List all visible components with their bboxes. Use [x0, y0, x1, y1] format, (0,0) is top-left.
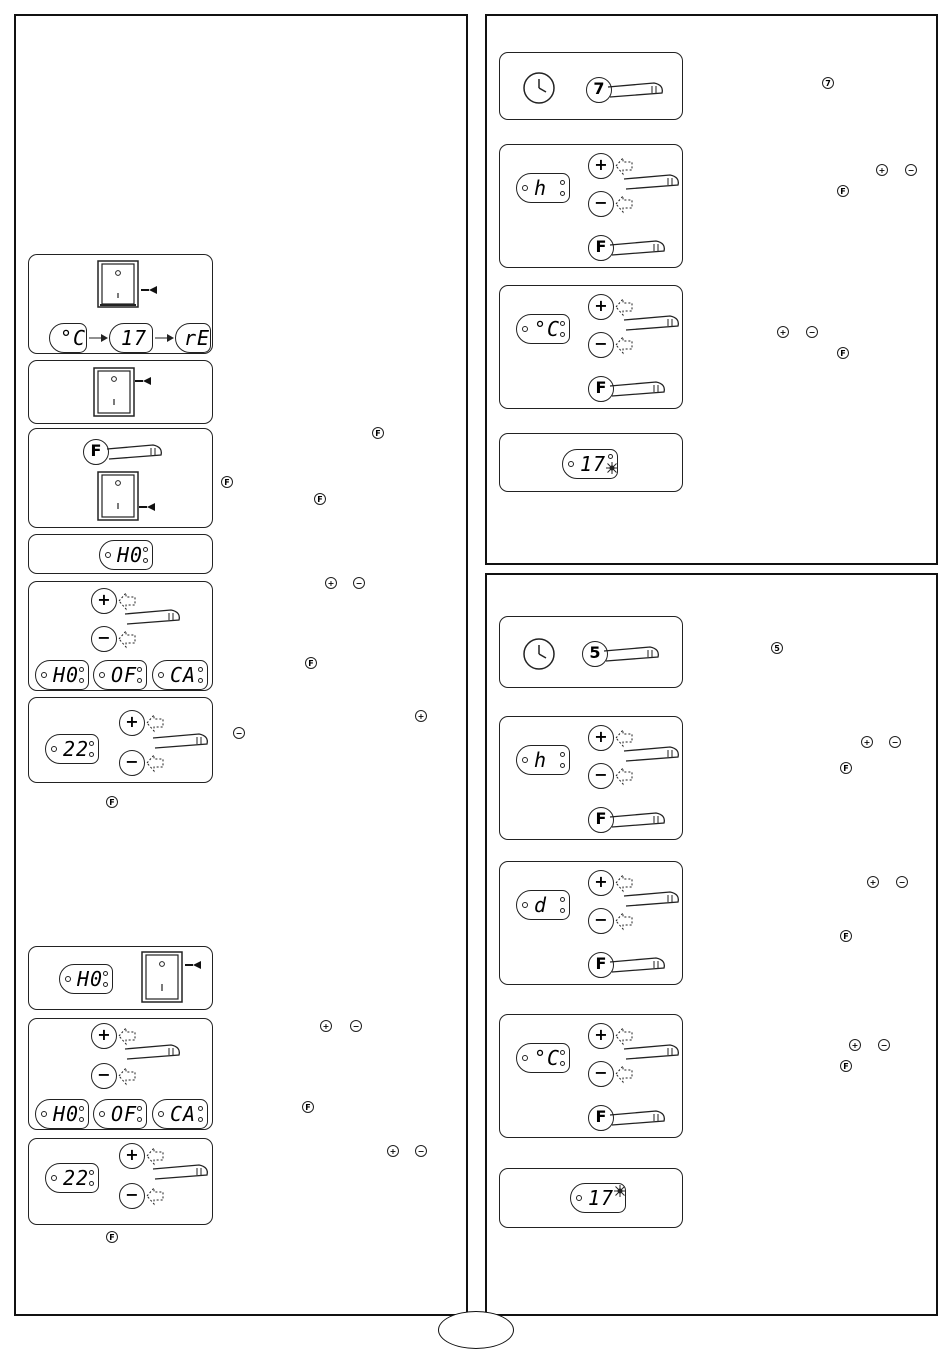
finger-icon: [624, 890, 684, 910]
rocker-switch-on-icon: [97, 260, 141, 310]
plus-symbol: +: [387, 1145, 399, 1157]
panel-day-set: [499, 861, 683, 985]
plus-button-label: +: [97, 590, 111, 609]
display-text: H0: [117, 543, 144, 567]
panel-celsius-set-2: [499, 1014, 683, 1138]
plus-symbol: +: [849, 1039, 861, 1051]
f-button-label: F: [595, 378, 607, 397]
five-symbol: 5: [771, 642, 783, 654]
minus-button[interactable]: [119, 750, 145, 776]
display-17: [109, 323, 153, 353]
display-text: 17: [580, 452, 607, 476]
plus-symbol: +: [876, 164, 888, 176]
panel-f-switch: [28, 428, 213, 528]
display-re: [175, 323, 211, 353]
clock-icon: [522, 71, 556, 105]
display-celsius: [516, 314, 570, 344]
f-symbol: F: [106, 796, 118, 808]
panel-hour-set: [499, 144, 683, 268]
minus-button-label: −: [594, 765, 608, 784]
finger-icon: [610, 956, 670, 976]
plus-button[interactable]: [91, 588, 117, 614]
f-symbol: F: [302, 1101, 314, 1113]
f-button-label: F: [595, 1107, 607, 1126]
finger-icon: [624, 314, 684, 334]
finger-icon: [610, 811, 670, 831]
minus-symbol: −: [878, 1039, 890, 1051]
f-button-label: F: [595, 954, 607, 973]
display-text: h: [534, 176, 548, 200]
display-hour: [516, 173, 570, 203]
f-symbol: F: [837, 347, 849, 359]
plus-button[interactable]: [588, 153, 614, 179]
plus-button[interactable]: [588, 294, 614, 320]
plus-button-label: +: [97, 1025, 111, 1044]
plus-button[interactable]: [119, 1143, 145, 1169]
minus-symbol: −: [350, 1020, 362, 1032]
display-text: 22: [63, 1166, 90, 1190]
display-ca: [152, 660, 208, 690]
minus-button-label: −: [594, 334, 608, 353]
display-text: °C: [534, 317, 561, 341]
finger-icon: [610, 380, 670, 400]
rocker-switch-off-icon: [93, 367, 153, 419]
seven-symbol: 7: [822, 77, 834, 89]
minus-button-label: −: [97, 1065, 111, 1084]
plus-symbol: +: [320, 1020, 332, 1032]
plus-button[interactable]: [588, 1023, 614, 1049]
finger-icon: [608, 81, 668, 101]
display-day: [516, 890, 570, 920]
minus-button[interactable]: [119, 1183, 145, 1209]
pointer-outline-icon: [145, 752, 165, 774]
pointer-outline-icon: [614, 334, 634, 356]
finger-icon: [153, 1163, 213, 1183]
minus-button[interactable]: [588, 763, 614, 789]
display-text: °C: [60, 326, 87, 350]
plus-button[interactable]: [588, 725, 614, 751]
display-text: 22: [63, 737, 90, 761]
panel-clock-5: [499, 616, 683, 688]
plus-button[interactable]: [91, 1023, 117, 1049]
finger-icon: [624, 745, 684, 765]
minus-symbol: −: [233, 727, 245, 739]
display-22: [45, 1163, 99, 1193]
pointer-outline-icon: [614, 910, 634, 932]
rocker-switch-icon: [141, 951, 205, 1007]
f-symbol: F: [106, 1231, 118, 1243]
display-22: [45, 734, 99, 764]
display-text: H0: [53, 663, 80, 687]
pointer-outline-icon: [117, 1065, 137, 1087]
minus-button[interactable]: [588, 1061, 614, 1087]
display-text: OF: [111, 663, 138, 687]
finger-icon: [610, 239, 670, 259]
f-button[interactable]: [83, 439, 109, 465]
display-celsius: [516, 1043, 570, 1073]
blink-sun-icon: [606, 462, 618, 474]
panel-temp-17-2: [499, 1168, 683, 1228]
finger-icon: [610, 1109, 670, 1129]
minus-button-label: −: [125, 752, 139, 771]
plus-symbol: +: [415, 710, 427, 722]
pointer-outline-icon: [614, 1063, 634, 1085]
arrow-right-icon: [155, 333, 175, 343]
f-symbol: F: [837, 185, 849, 197]
minus-button-label: −: [594, 193, 608, 212]
minus-button[interactable]: [588, 191, 614, 217]
plus-button-label: +: [125, 1145, 139, 1164]
plus-button-label: +: [594, 155, 608, 174]
display-celsius: [49, 323, 87, 353]
arrow-right-icon: [89, 333, 109, 343]
display-text: 17: [588, 1186, 615, 1210]
panel-switch-off: [28, 360, 213, 424]
plus-button-label: +: [594, 872, 608, 891]
plus-button-label: +: [594, 296, 608, 315]
f-button-label: F: [595, 809, 607, 828]
plus-button-label: +: [125, 712, 139, 731]
minus-symbol: −: [353, 577, 365, 589]
finger-icon: [604, 645, 664, 665]
f-symbol: F: [840, 1060, 852, 1072]
display-text: OF: [111, 1102, 138, 1126]
minus-symbol: −: [896, 876, 908, 888]
minus-symbol: −: [415, 1145, 427, 1157]
minus-symbol: −: [889, 736, 901, 748]
panel-celsius-set: [499, 285, 683, 409]
clock-icon: [522, 637, 556, 671]
page-number-oval: [438, 1311, 514, 1349]
plus-symbol: +: [325, 577, 337, 589]
panel-mode-select: [28, 581, 213, 691]
panel-h0: [28, 534, 213, 574]
finger-icon: [125, 608, 185, 628]
display-h0: [99, 540, 153, 570]
panel-mode-select-2: [28, 1018, 213, 1130]
pointer-outline-icon: [614, 193, 634, 215]
plus-button[interactable]: [119, 710, 145, 736]
f-symbol: F: [840, 930, 852, 942]
display-of: [93, 1099, 147, 1129]
display-h0: [35, 660, 89, 690]
pointer-outline-icon: [145, 1185, 165, 1207]
display-text: d: [534, 893, 548, 917]
f-symbol: F: [221, 476, 233, 488]
finger-icon: [624, 1043, 684, 1063]
minus-button-label: −: [125, 1185, 139, 1204]
display-text: °C: [534, 1046, 561, 1070]
panel-switch-on: [28, 254, 213, 354]
f-button-label: F: [90, 441, 102, 460]
f-symbol: F: [840, 762, 852, 774]
panel-hour-set-2: [499, 716, 683, 840]
panel-h0-switch: [28, 946, 213, 1010]
display-text: H0: [53, 1102, 80, 1126]
minus-button-label: −: [97, 628, 111, 647]
display-ca: [152, 1099, 208, 1129]
display-text: H0: [77, 967, 104, 991]
rocker-switch-icon: [97, 471, 157, 525]
blink-sun-icon: [614, 1185, 626, 1197]
minus-symbol: −: [806, 326, 818, 338]
finger-icon: [624, 173, 684, 193]
minus-button[interactable]: [588, 908, 614, 934]
f-symbol: F: [314, 493, 326, 505]
panel-temp-22-2: [28, 1138, 213, 1225]
plus-symbol: +: [777, 326, 789, 338]
f-symbol: F: [305, 657, 317, 669]
panel-temp-17: [499, 433, 683, 492]
display-hour: [516, 745, 570, 775]
display-text: rE: [184, 326, 211, 350]
display-text: CA: [170, 1102, 197, 1126]
finger-icon: [107, 443, 167, 463]
pointer-outline-icon: [145, 712, 165, 734]
minus-symbol: −: [905, 164, 917, 176]
minus-button[interactable]: [91, 626, 117, 652]
minus-button-label: −: [594, 1063, 608, 1082]
minus-button[interactable]: [91, 1063, 117, 1089]
pointer-outline-icon: [117, 628, 137, 650]
f-symbol: F: [372, 427, 384, 439]
panel-clock-7: [499, 52, 683, 120]
five-button-label: 5: [589, 643, 601, 662]
plus-symbol: +: [867, 876, 879, 888]
display-text: CA: [170, 663, 197, 687]
minus-button-label: −: [594, 910, 608, 929]
plus-button[interactable]: [588, 870, 614, 896]
display-h0: [59, 964, 113, 994]
display-of: [93, 660, 147, 690]
pointer-outline-icon: [614, 765, 634, 787]
plus-button-label: +: [594, 727, 608, 746]
seven-button-label: 7: [593, 79, 605, 98]
display-h0: [35, 1099, 89, 1129]
plus-symbol: +: [861, 736, 873, 748]
display-text: 17: [121, 326, 148, 350]
finger-icon: [153, 732, 213, 752]
f-button-label: F: [595, 237, 607, 256]
finger-icon: [125, 1043, 185, 1063]
minus-button[interactable]: [588, 332, 614, 358]
plus-button-label: +: [594, 1025, 608, 1044]
panel-temp-22: [28, 697, 213, 783]
display-text: h: [534, 748, 548, 772]
